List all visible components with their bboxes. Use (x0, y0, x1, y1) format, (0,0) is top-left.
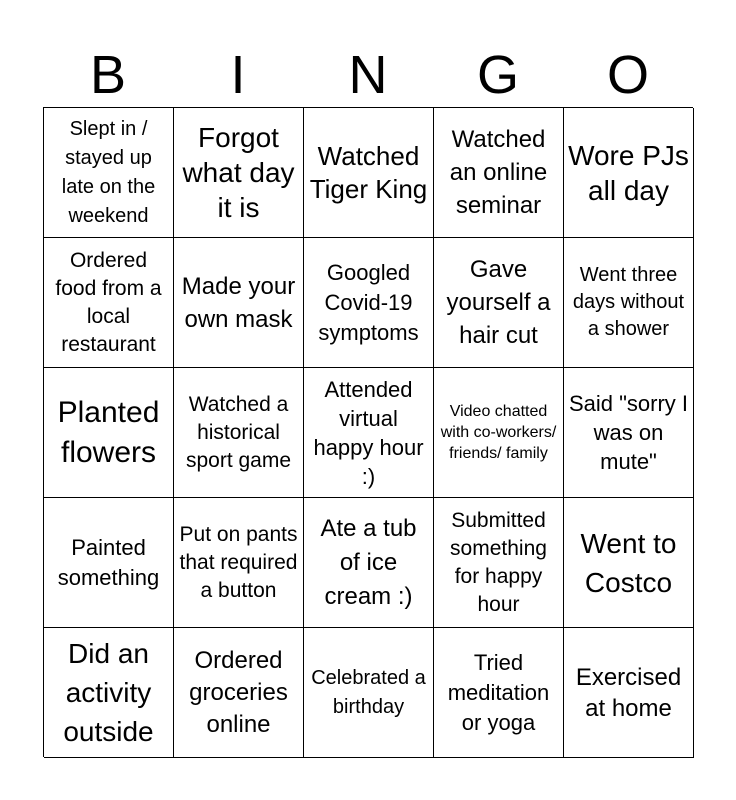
cell-text: Video chatted with co-workers/ friends/ family (440, 403, 557, 462)
cell-text: Watched a historical sport game (185, 392, 292, 472)
cell-text: Celebrated a birthday (311, 666, 426, 718)
bingo-board (43, 107, 693, 757)
bingo-cell[interactable] (44, 368, 174, 498)
bingo-cell[interactable] (434, 108, 564, 238)
bingo-cell[interactable] (434, 238, 564, 368)
cell-text: Ate a tub of ice cream :) (320, 514, 417, 610)
cell-text: Gave yourself a hair cut (446, 256, 551, 349)
cell-text: Slept in / stayed up late on the weekend (61, 117, 156, 227)
bingo-cell[interactable] (174, 368, 304, 498)
cell-text: Attended virtual happy hour :) (313, 376, 424, 489)
cell-text: Wore PJs all day (568, 139, 689, 206)
cell-text: Watched an online seminar (449, 126, 548, 219)
cell-text: Planted flowers (57, 395, 160, 469)
bingo-cell[interactable] (304, 628, 434, 758)
bingo-cell[interactable] (174, 108, 304, 238)
bingo-cell[interactable] (434, 498, 564, 628)
cell-text: Forgot what day it is (182, 122, 295, 223)
bingo-cell[interactable] (304, 108, 434, 238)
header-letter-g: G (476, 45, 519, 105)
cell-text: Did an activity outside (63, 638, 154, 747)
header-letter-b: B (89, 45, 127, 105)
cell-text: Tried meditation or yoga (447, 649, 550, 735)
bingo-header (43, 42, 693, 108)
bingo-cell[interactable] (44, 108, 174, 238)
bingo-cell[interactable] (174, 498, 304, 628)
bingo-cell[interactable] (44, 628, 174, 758)
cell-text: Said "sorry I was on mute" (568, 391, 689, 474)
bingo-cell[interactable] (174, 238, 304, 368)
cell-text: Put on pants that required a button (179, 522, 298, 602)
bingo-cell[interactable] (44, 238, 174, 368)
bingo-cell[interactable] (434, 628, 564, 758)
bingo-cell[interactable] (304, 238, 434, 368)
cell-text: Went three days without a shower (572, 264, 685, 340)
cell-text: Ordered food from a local restaurant (55, 248, 162, 356)
header-letter-i: I (230, 45, 246, 105)
bingo-cell[interactable] (564, 498, 694, 628)
bingo-cell[interactable] (304, 368, 434, 498)
cell-text: Ordered groceries online (189, 646, 288, 738)
bingo-cell[interactable] (564, 108, 694, 238)
cell-text: Exercised at home (575, 663, 682, 722)
bingo-cell[interactable] (304, 498, 434, 628)
bingo-cell[interactable] (564, 628, 694, 758)
cell-text: Went to Costco (580, 527, 677, 598)
cell-text: Watched Tiger King (309, 140, 428, 204)
cell-text: Painted something (57, 534, 160, 590)
bingo-cell[interactable] (44, 498, 174, 628)
cell-text: Submitted something for happy hour (450, 508, 547, 616)
bingo-cell[interactable] (434, 368, 564, 498)
cell-text: Googled Covid-19 symptoms (318, 259, 419, 345)
bingo-cell[interactable] (564, 238, 694, 368)
header-letter-n: N (348, 45, 388, 105)
bingo-cell[interactable] (174, 628, 304, 758)
header-letter-o: O (606, 45, 649, 105)
bingo-cell[interactable] (564, 368, 694, 498)
cell-text: Made your own mask (181, 272, 296, 333)
